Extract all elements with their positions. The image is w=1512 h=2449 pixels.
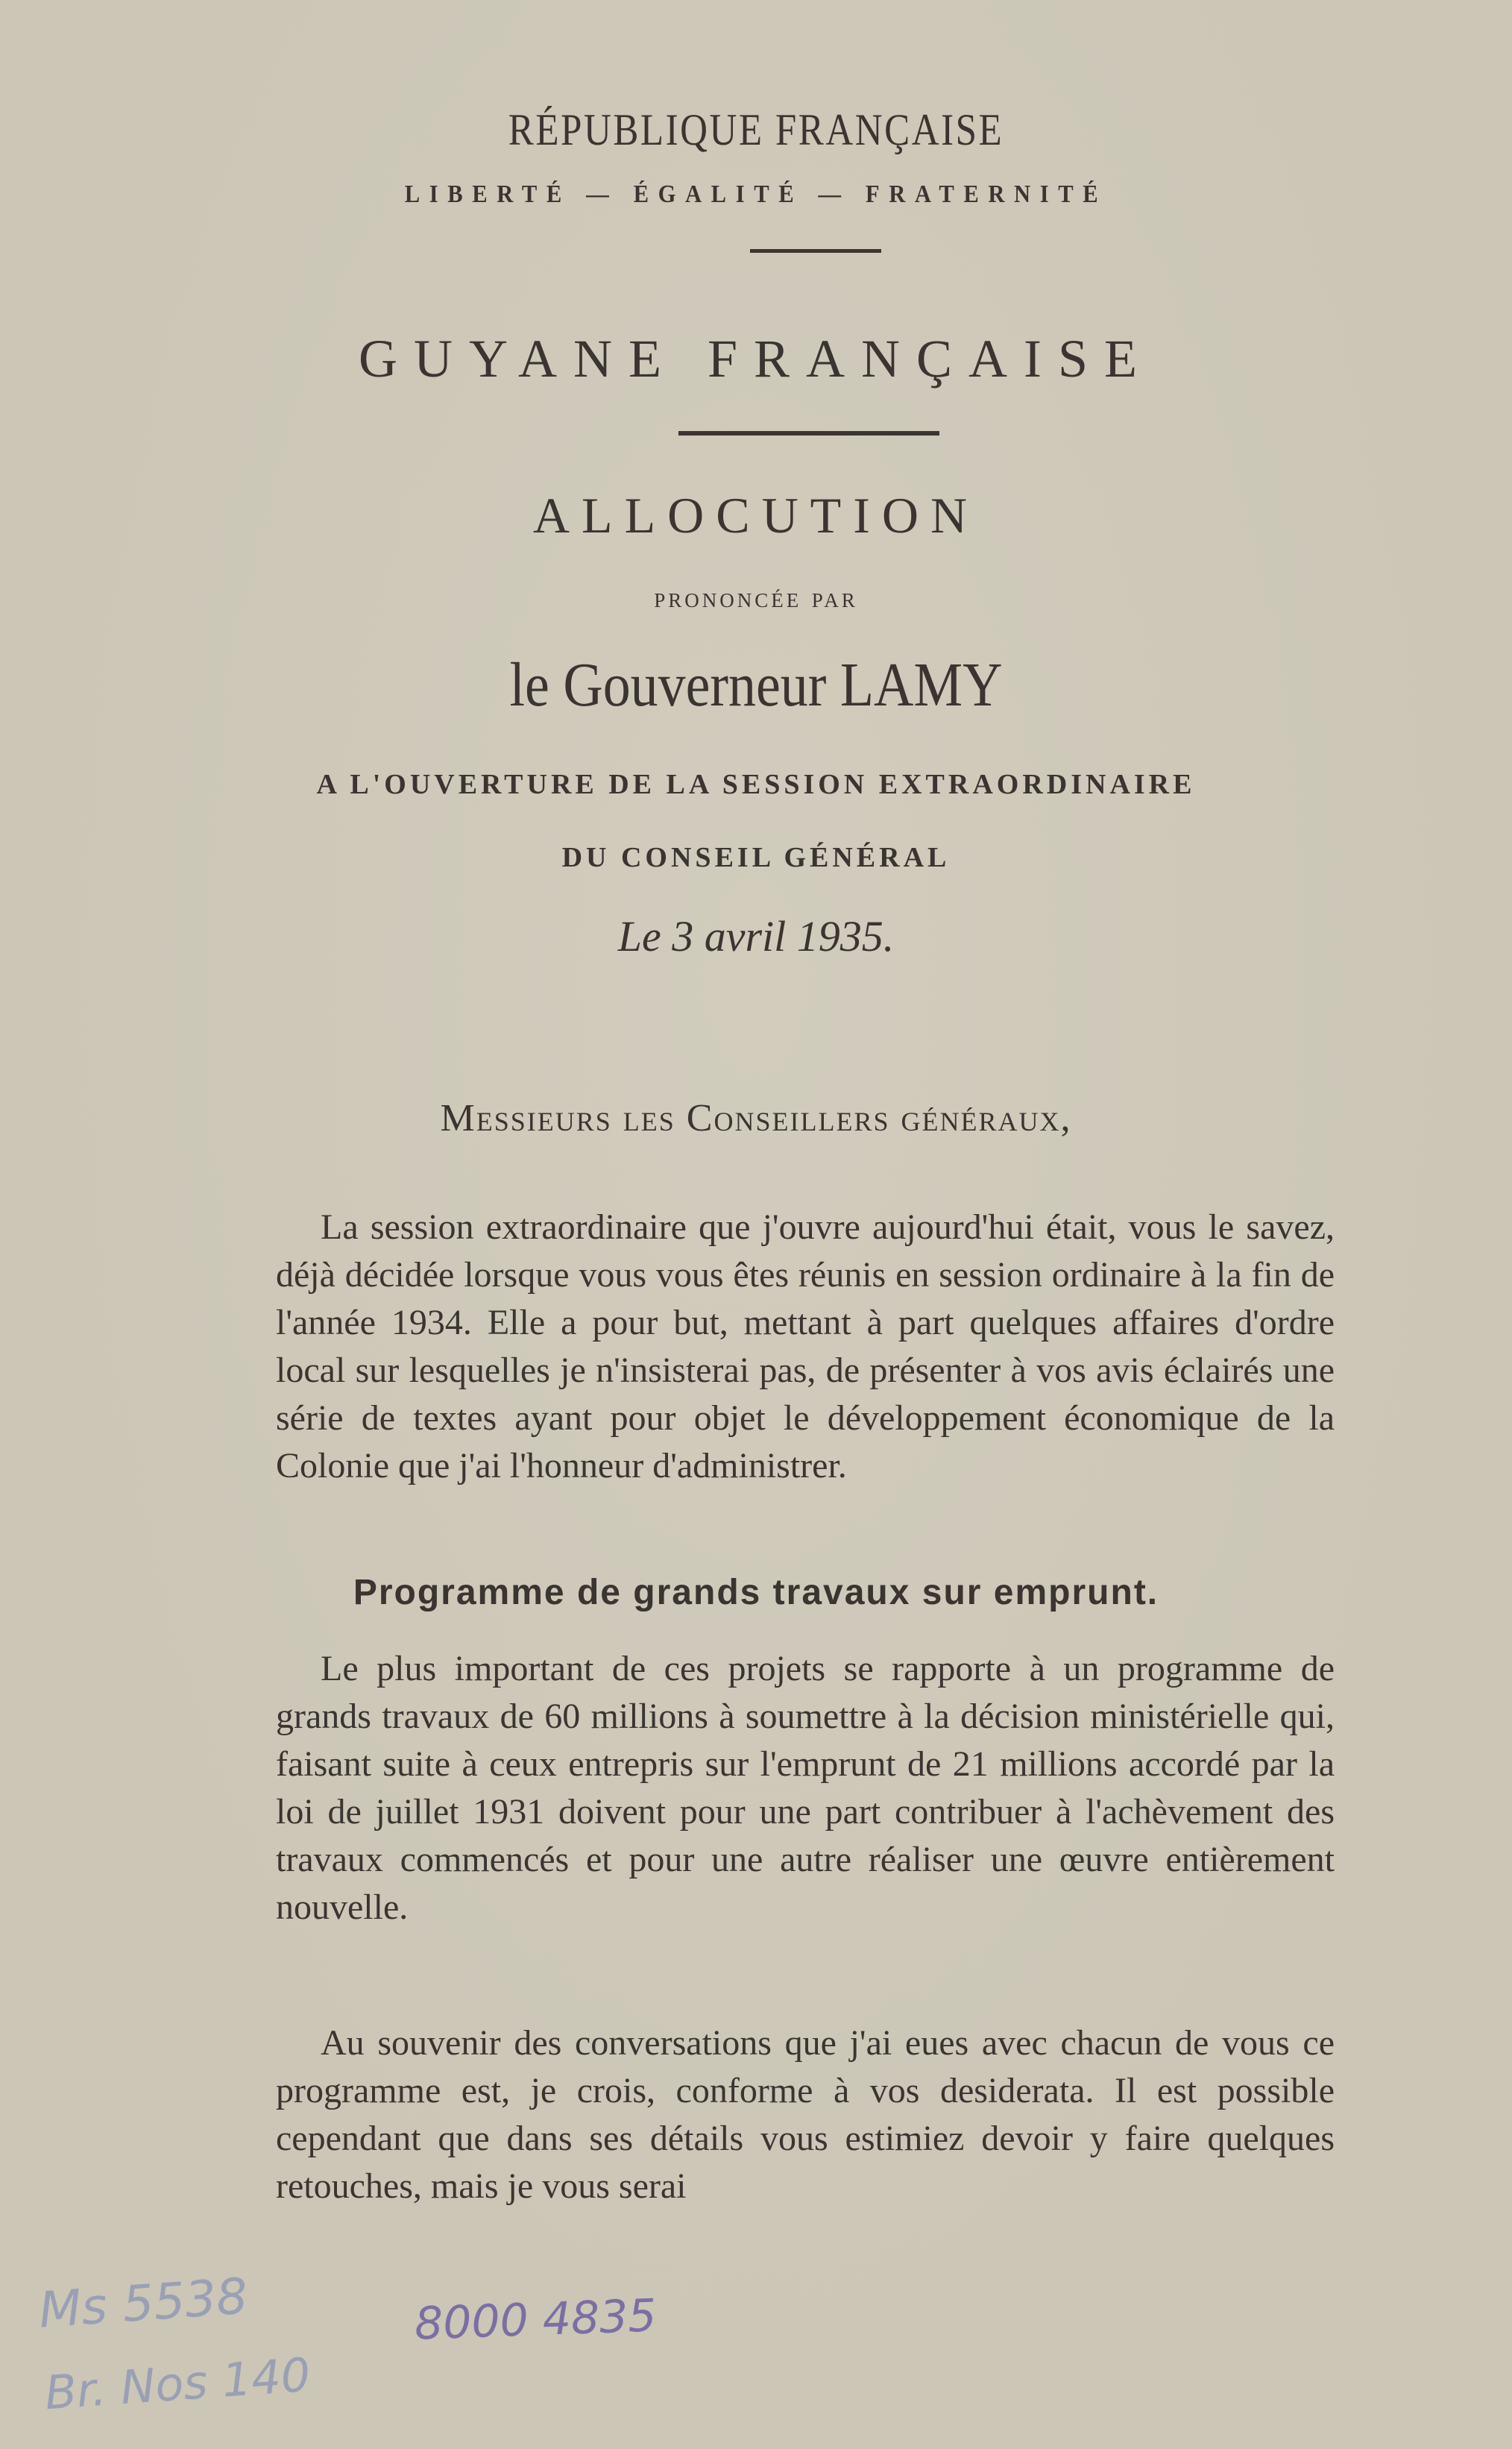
- call-number-annotation: 8000 4835: [413, 2289, 658, 2351]
- section-heading: Programme de grands travaux sur emprunt.: [353, 1573, 1159, 1612]
- paragraph-2: Le plus important de ces projets se rapporte à un programme de grands travaux de 60 millions à soumettre à la décision ministérielle qui, faisant suite à ceux entrepris sur l'emprunt de 21 millions accordé par la loi de juillet 1931 doivent pour une part contribuer à l'achèvement des travaux commencés et pour une autre réaliser une œuvre entièrement nouvelle.: [276, 1649, 1335, 1927]
- paragraph-3: Au souvenir des conversations que j'ai eues avec chacun de vous ce programme est, je crois, conforme à vos desiderata. Il est possible cependant que dans ses détails vous estimiez devoir y faire quelques retouches, mais je vous serai: [276, 2023, 1335, 2206]
- allocution-title: ALLOCUTION: [532, 487, 980, 544]
- republique-heading: RÉPUBLIQUE FRANÇAISE: [508, 105, 1004, 154]
- prononcee-line: prononcée par: [654, 582, 858, 614]
- session-line: A L'OUVERTURE DE LA SESSION EXTRAORDINAIRE: [316, 769, 1196, 800]
- paragraph-1: La session extraordinaire que j'ouvre aujourd'hui était, vous le savez, déjà décidée lorsque vous vous êtes réunis en session ordinaire à la fin de l'année 1934. Elle a pour but, mettant à part quelques affaires d'ordre local sur lesquelles je n'insisterai pas, de présenter à vos avis éclairés une série de textes ayant pour objet le développement économique de la Colonie que j'ai l'honneur d'administrer.: [276, 1207, 1335, 1486]
- date-line: Le 3 avril 1935.: [617, 912, 895, 961]
- salutation: Messieurs les Conseillers généraux,: [440, 1097, 1072, 1139]
- devise-line: LIBERTÉ — ÉGALITÉ — FRATERNITÉ: [404, 180, 1108, 208]
- divider-rule-1: [750, 249, 881, 253]
- shelfmark-annotation: Ms 5538: [37, 2267, 250, 2339]
- conseil-line: DU CONSEIL GÉNÉRAL: [561, 842, 951, 873]
- reference-annotation: Br. Nos 140: [42, 2347, 312, 2421]
- gouverneur-name: le Gouverneur LAMY: [509, 650, 1003, 720]
- colonie-heading: GUYANE FRANÇAISE: [358, 329, 1154, 389]
- divider-rule-2: [678, 431, 939, 436]
